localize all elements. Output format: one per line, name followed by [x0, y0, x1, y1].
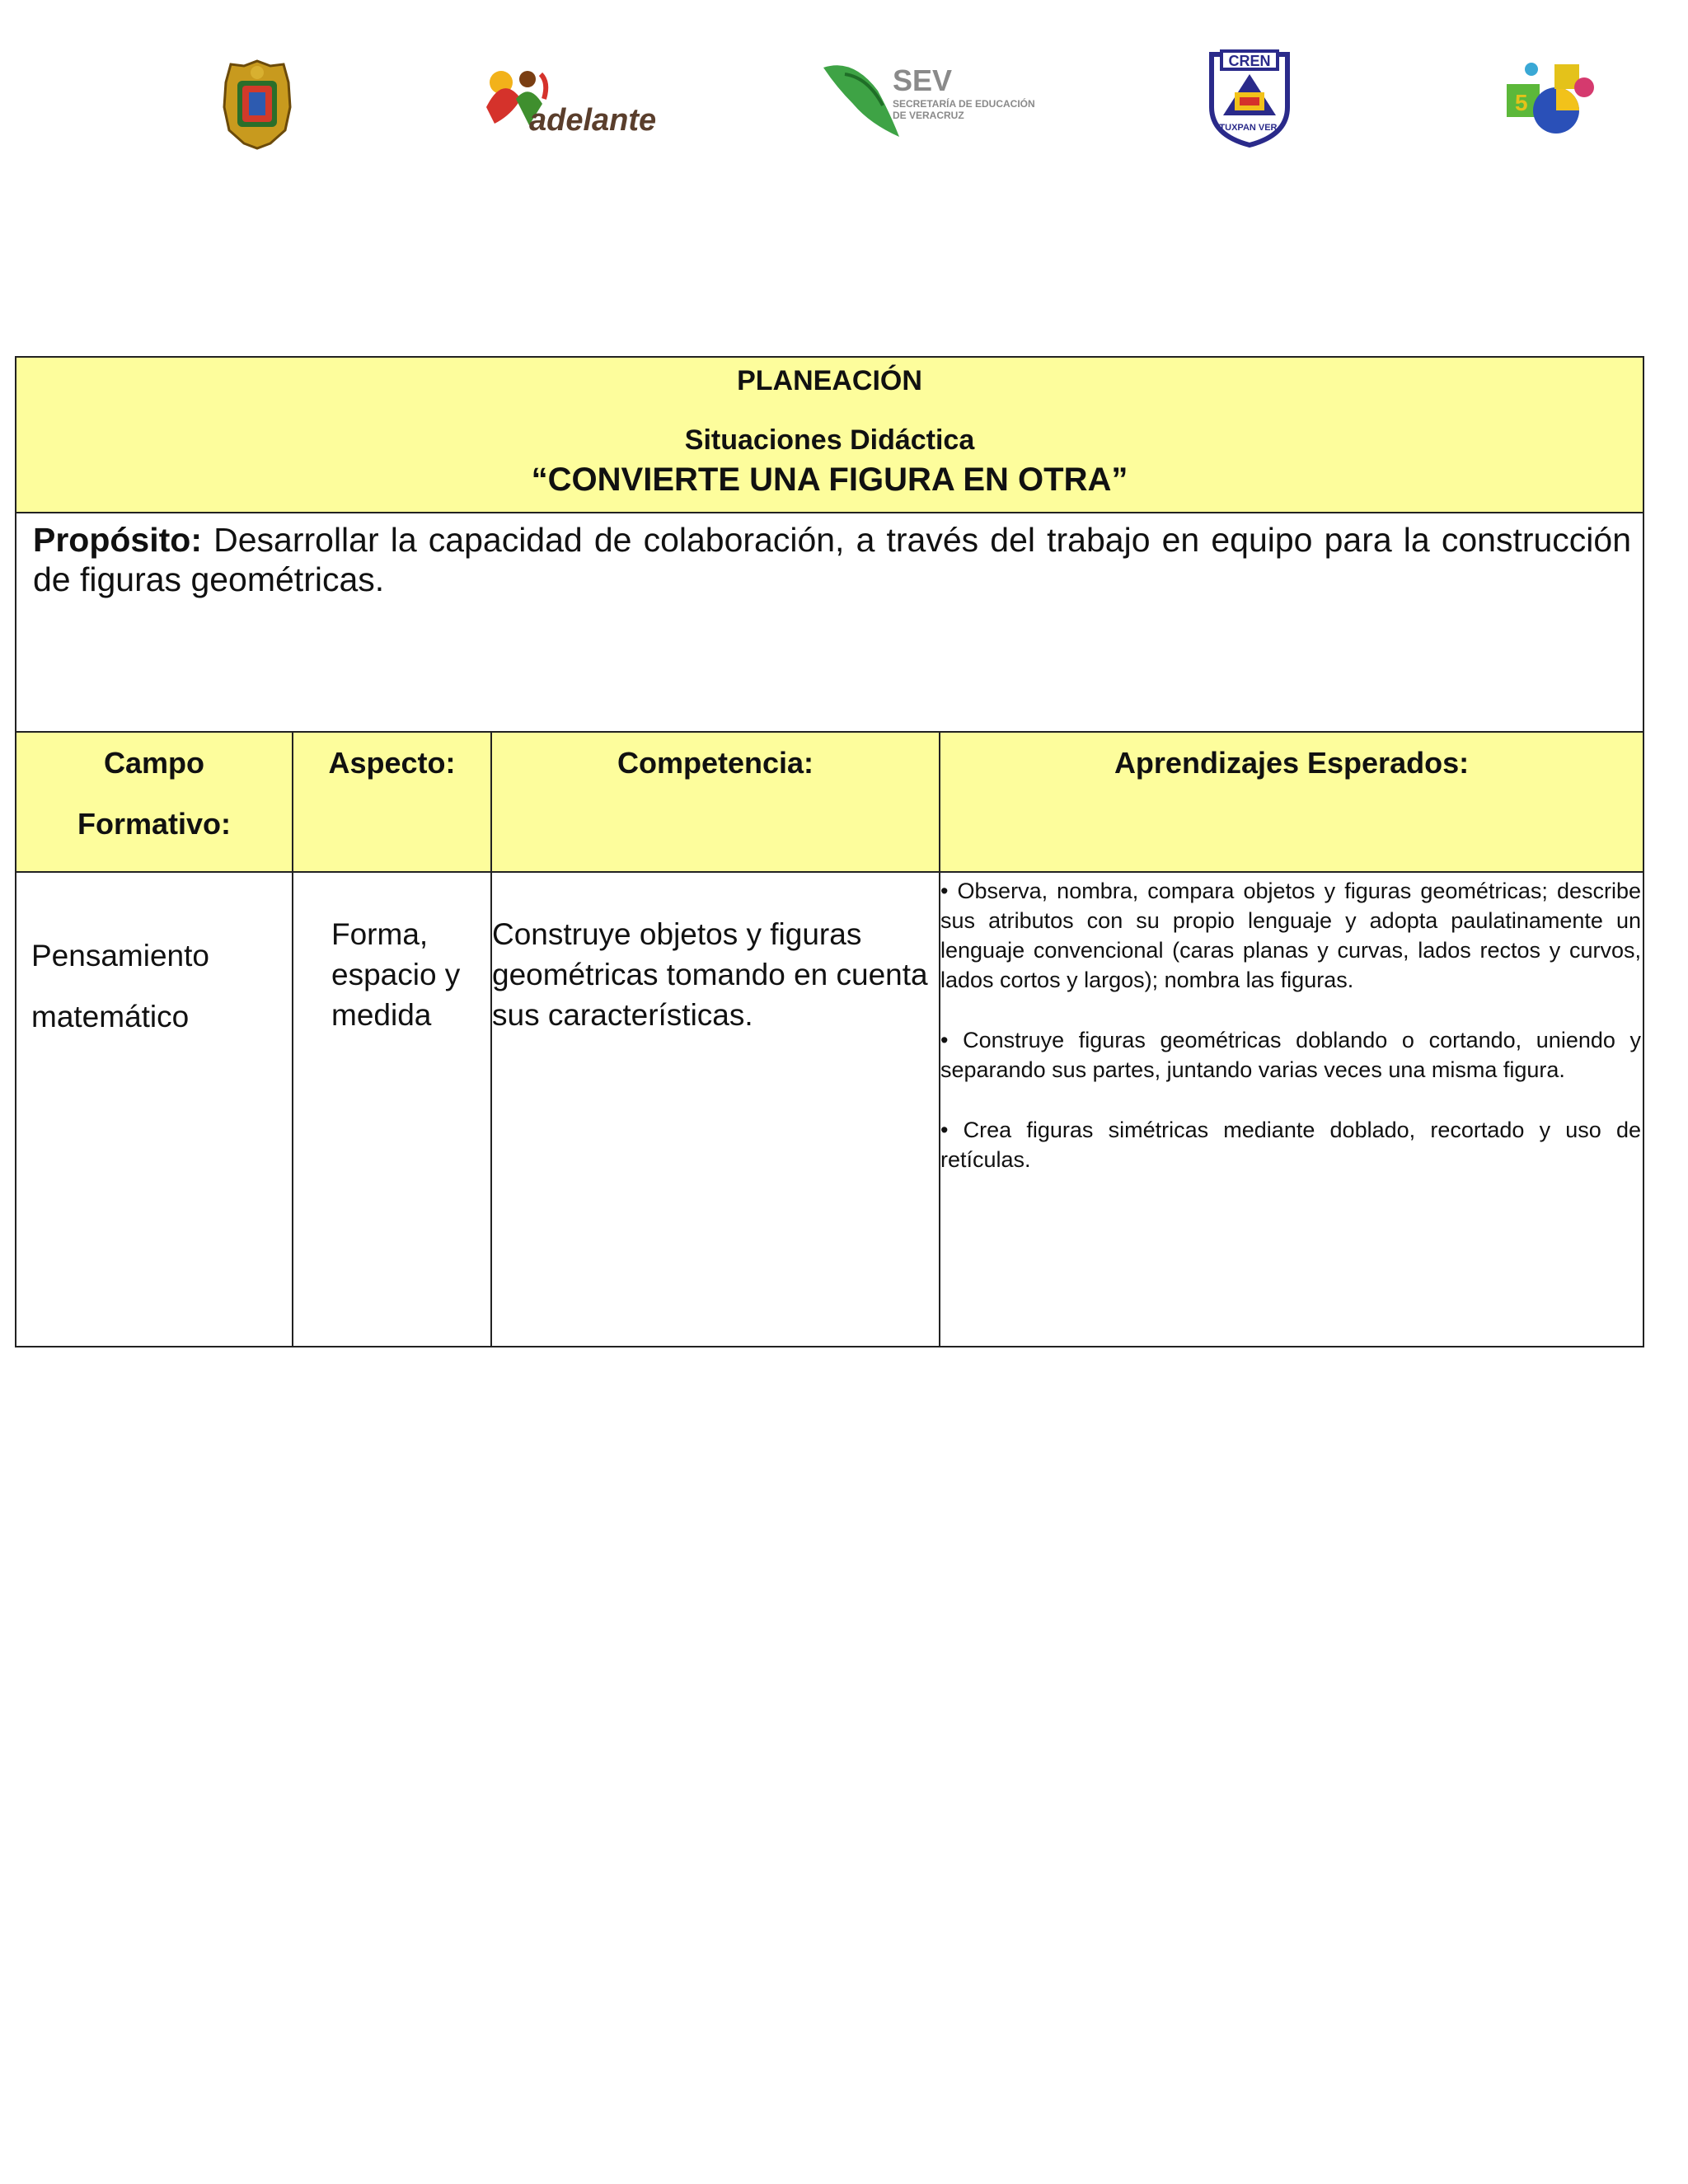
campo-line2: matemático — [31, 1000, 190, 1033]
svg-text:5: 5 — [1515, 90, 1528, 115]
header-aprendizajes-label: Aprendizajes Esperados: — [1114, 746, 1470, 780]
cell-aprendizajes — [940, 872, 1643, 1347]
cren-logo — [1205, 49, 1294, 148]
planning-title: PLANEACIÓN — [737, 365, 922, 396]
cell-aspecto: Forma, espacio y medida — [293, 872, 491, 1347]
logo-bar — [0, 0, 1688, 165]
header-campo-line1: Campo — [103, 746, 204, 780]
purpose-label: Propósito: — [33, 521, 202, 559]
campo-line1: Pensamiento — [31, 939, 209, 972]
sev-logo-title: SEV — [893, 63, 953, 97]
aprendizaje-item: • Observa, nombra, compara objetos y figuras geométricas; describe sus atributos con su propio lenguaje y adopta paulatinamente un lenguaje convencional (caras planas y curvas, lados rectos y curvos, lados cortos y largos); nombra las figuras. — [940, 879, 1642, 992]
header-competencia — [491, 732, 940, 872]
numbers-blocks-logo — [1505, 59, 1597, 138]
planning-table — [15, 356, 1644, 1347]
adelante-logo-text: adelante — [529, 103, 657, 138]
aprendizaje-item: • Construye figuras geométricas doblando o cortando, uniendo y separando sus partes, juntando varias veces una misma figura. — [940, 1028, 1642, 1082]
sev-logo-line1: SECRETARÍA DE EDUCACIÓN — [893, 98, 1035, 110]
header-competencia-label: Competencia: — [617, 746, 814, 780]
cell-campo-formativo — [16, 872, 293, 1347]
cell-competencia: Construye objetos y figuras geométricas tomando en cuenta sus características. — [491, 872, 940, 1347]
activity-title: “CONVIERTE UNA FIGURA EN OTRA” — [531, 462, 1128, 498]
purpose-section — [16, 513, 1643, 732]
header-campo-line2: Formativo: — [77, 807, 231, 841]
header-aprendizajes — [940, 732, 1643, 872]
header-aspecto — [293, 732, 491, 872]
aprendizaje-item: • Crea figuras simétricas mediante doblado, recortado y uso de retículas. — [940, 1118, 1642, 1172]
header-campo-formativo — [16, 732, 293, 872]
sev-logo-line2: DE VERACRUZ — [893, 110, 964, 121]
header-aspecto-label: Aspecto: — [328, 746, 456, 780]
planning-subtitle: Situaciones Didáctica — [684, 424, 975, 456]
veracruz-crest-logo — [221, 58, 293, 150]
cren-logo-top: CREN — [1228, 53, 1271, 69]
cren-logo-bottom: TUXPAN VER. — [1219, 123, 1280, 133]
planning-header — [16, 357, 1643, 513]
purpose-text: Desarrollar la capacidad de colaboración, a través del trabajo en equipo para la construcción de figuras geométricas. — [33, 521, 1632, 598]
sev-logo — [820, 58, 1051, 140]
adelante-logo — [478, 58, 657, 140]
